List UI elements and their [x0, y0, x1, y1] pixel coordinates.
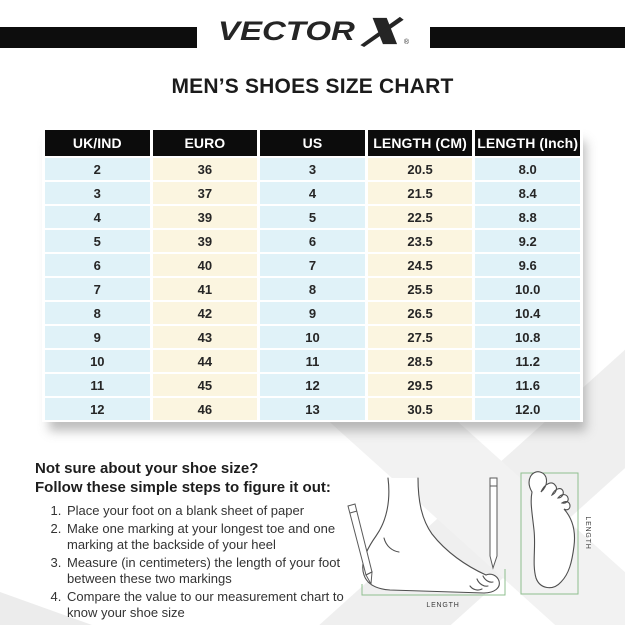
table-cell: 28.5: [368, 350, 473, 372]
size-chart-body: [45, 158, 580, 420]
table-cell: 2: [45, 158, 150, 180]
table-cell: 36: [153, 158, 258, 180]
table-cell: 43: [153, 326, 258, 348]
header-band-right: [430, 27, 625, 48]
table-row: [45, 230, 580, 252]
size-chart: [42, 128, 583, 422]
size-chart-header: [45, 130, 580, 156]
column-header: US: [260, 130, 365, 156]
table-cell: 11.6: [475, 374, 580, 396]
page-title: MEN’S SHOES SIZE CHART: [171, 75, 454, 98]
table-cell: 30.5: [368, 398, 473, 420]
table-cell: 4: [260, 182, 365, 204]
table-cell: 12.0: [475, 398, 580, 420]
instruction-step: 2. Make one marking at your longest toe and one marking at the backside of your heel: [65, 521, 367, 552]
steps-list: [35, 503, 367, 621]
brand-logo: [197, 13, 430, 49]
column-header: EURO: [153, 130, 258, 156]
length-label-side: LENGTH: [426, 602, 460, 609]
table-row: [45, 254, 580, 276]
table-cell: 25.5: [368, 278, 473, 300]
table-row: [45, 302, 580, 324]
table-row: [45, 278, 580, 300]
column-header: LENGTH (CM): [368, 130, 473, 156]
table-cell: 27.5: [368, 326, 473, 348]
table-cell: 3: [260, 158, 365, 180]
brand-x-icon: [360, 15, 404, 47]
table-row: [45, 182, 580, 204]
brand-logo-text: VECTOR: [217, 15, 355, 46]
table-cell: 39: [153, 206, 258, 228]
table-cell: 9.6: [475, 254, 580, 276]
header-row: [45, 130, 580, 156]
table-cell: 20.5: [368, 158, 473, 180]
table-cell: 23.5: [368, 230, 473, 252]
table-cell: 8.0: [475, 158, 580, 180]
table-cell: 24.5: [368, 254, 473, 276]
table-cell: 26.5: [368, 302, 473, 324]
table-cell: 44: [153, 350, 258, 372]
table-cell: 8: [45, 302, 150, 324]
table-cell: 46: [153, 398, 258, 420]
table-cell: 42: [153, 302, 258, 324]
header-band-left: [0, 27, 197, 48]
footprint-outline: [529, 472, 574, 588]
table-cell: 9: [260, 302, 365, 324]
table-cell: 10.0: [475, 278, 580, 300]
table-cell: 6: [45, 254, 150, 276]
instructions-question: Not sure about your shoe size?: [35, 460, 259, 477]
table-cell: 6: [260, 230, 365, 252]
table-cell: 10.8: [475, 326, 580, 348]
table-cell: 11.2: [475, 350, 580, 372]
table-cell: 12: [260, 374, 365, 396]
table-cell: 21.5: [368, 182, 473, 204]
table-cell: 13: [260, 398, 365, 420]
table-cell: 10: [45, 350, 150, 372]
column-header: LENGTH (Inch): [475, 130, 580, 156]
table-cell: 37: [153, 182, 258, 204]
table-cell: 11: [260, 350, 365, 372]
table-cell: 8.4: [475, 182, 580, 204]
pencil-toe-icon: [490, 478, 497, 568]
table-row: [45, 374, 580, 396]
instruction-step: 4. Compare the value to our measurement chart to know your shoe size: [65, 589, 367, 620]
size-chart-table: [42, 128, 583, 422]
table-cell: 3: [45, 182, 150, 204]
table-cell: 40: [153, 254, 258, 276]
registered-mark: ®: [403, 39, 410, 46]
column-header: UK/IND: [45, 130, 150, 156]
table-cell: 9.2: [475, 230, 580, 252]
table-cell: 22.5: [368, 206, 473, 228]
length-label-top: LENGTH: [584, 516, 591, 550]
table-row: [45, 398, 580, 420]
table-cell: 12: [45, 398, 150, 420]
table-cell: 5: [45, 230, 150, 252]
table-row: [45, 206, 580, 228]
table-cell: 10.4: [475, 302, 580, 324]
table-cell: 29.5: [368, 374, 473, 396]
table-cell: 10: [260, 326, 365, 348]
table-cell: 8: [260, 278, 365, 300]
table-cell: 39: [153, 230, 258, 252]
table-cell: 11: [45, 374, 150, 396]
foot-side-view-diagram: [346, 476, 514, 616]
footprint-top-view-diagram: [508, 466, 608, 622]
table-row: [45, 158, 580, 180]
table-cell: 5: [260, 206, 365, 228]
instruction-step: 3. Measure (in centimeters) the length of your foot between these two markings: [65, 555, 367, 586]
instruction-step: 1. Place your foot on a blank sheet of paper: [65, 503, 367, 519]
table-row: [45, 350, 580, 372]
table-cell: 8.8: [475, 206, 580, 228]
table-row: [45, 326, 580, 348]
table-cell: 7: [45, 278, 150, 300]
instructions-subheading: Follow these simple steps to figure it out:: [35, 478, 331, 496]
table-cell: 9: [45, 326, 150, 348]
instructions-block: [35, 460, 367, 624]
pencil-heel-icon: [348, 504, 372, 584]
table-cell: 7: [260, 254, 365, 276]
table-cell: 45: [153, 374, 258, 396]
foot-fill: [363, 478, 500, 593]
table-cell: 4: [45, 206, 150, 228]
table-cell: 41: [153, 278, 258, 300]
